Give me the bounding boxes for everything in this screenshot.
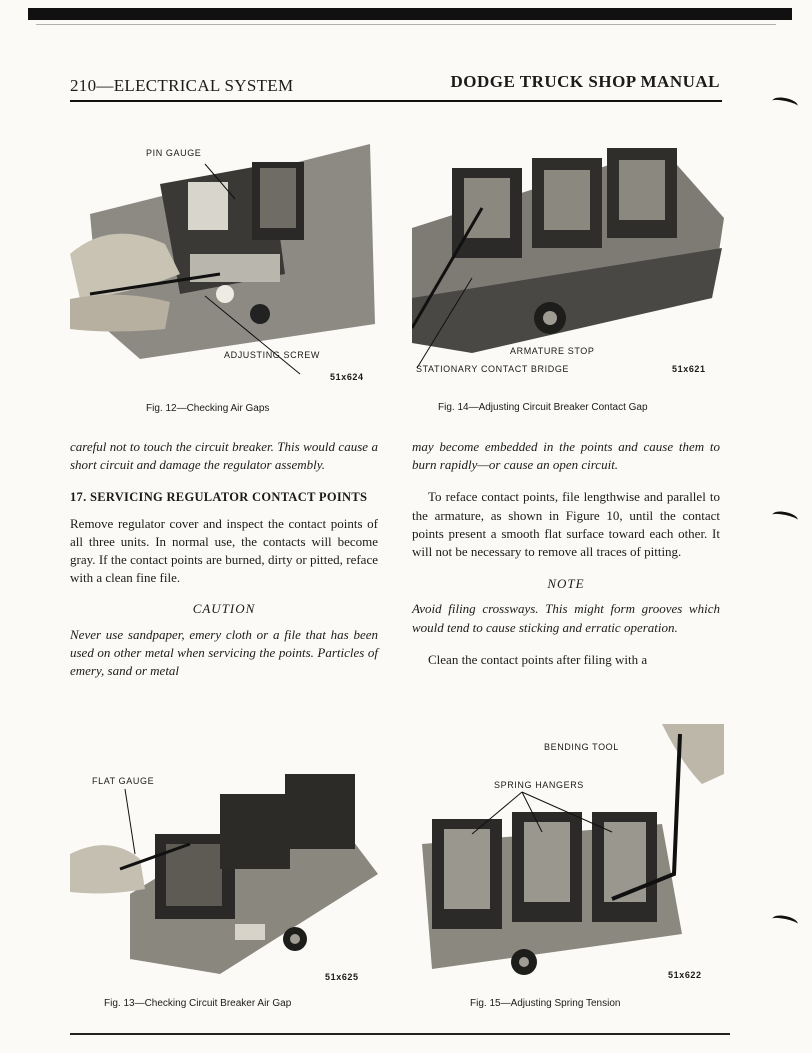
binder-mark [771,95,799,111]
note-text: Avoid filing crossways. This might form grooves which would tend to cause sticking and erratic operation. [412,601,720,635]
figure-13-photo [70,724,378,986]
page-header-title: DODGE TRUCK SHOP MANUAL [450,72,720,91]
reface-instructions: To reface contact points, file lengthwise and parallel to the armature, as shown in Figure 10, until the contact points present a smooth flat surface toward each other. It will not be necessary to remove all traces of pitting. [412,489,720,560]
label-adjusting-screw: ADJUSTING SCREW [224,350,321,360]
label-armature-stop: ARMATURE STOP [510,346,595,356]
figure-14-code: 51x621 [672,364,706,374]
top-border-rule [28,8,792,20]
section-heading: 17. SERVICING REGULATOR CONTACT POINTS [70,490,368,505]
label-stationary-contact-bridge: STATIONARY CONTACT BRIDGE [416,364,570,374]
figure-15-photo [412,724,724,986]
left-text-column [70,438,378,680]
binder-mark [771,509,799,525]
label-pin-gauge: PIN GAUGE [146,148,202,158]
top-border-thin-rule [36,24,776,25]
right-text-column [412,438,720,669]
label-bending-tool: BENDING TOOL [544,742,619,752]
figure-13-caption: Fig. 13—Checking Circuit Breaker Air Gap [104,998,292,1009]
label-flat-gauge: FLAT GAUGE [92,776,155,786]
figure-15-caption: Fig. 15—Adjusting Spring Tension [470,998,621,1009]
header-rule [70,100,722,102]
bottom-rule [70,1033,730,1035]
page-header-section: 210—ELECTRICAL SYSTEM [70,76,294,95]
right-continued-text: may become embedded in the points and cause them to burn rapidly—or cause an open circuit. [412,439,720,473]
figure-15-code: 51x622 [668,970,702,980]
label-spring-hangers: SPRING HANGERS [494,780,584,790]
figure-14-photo [412,128,724,376]
closing-text: Clean the contact points after filing with a [428,651,648,667]
note-title: NOTE [547,576,585,592]
section-body: Remove regulator cover and inspect the contact points of all three units. In normal use, the contacts will become gray. If the contact points are burned, dirty or pitted, reface with a clean fine file. [70,515,378,586]
left-continued-text: careful not to touch the circuit breaker. This would cause a short circuit and damage the regulator assembly. [70,439,378,473]
figure-14-caption: Fig. 14—Adjusting Circuit Breaker Contact Gap [438,402,648,413]
caution-title: CAUTION [192,601,256,617]
binder-mark [771,913,799,929]
caution-text: Never use sandpaper, emery cloth or a file that has been used on other metal when servicing the points. Particles of emery, sand or metal [70,626,378,679]
figure-12-code: 51x624 [330,372,364,382]
figure-12-caption: Fig. 12—Checking Air Gaps [146,403,270,414]
figure-13-code: 51x625 [325,972,359,982]
